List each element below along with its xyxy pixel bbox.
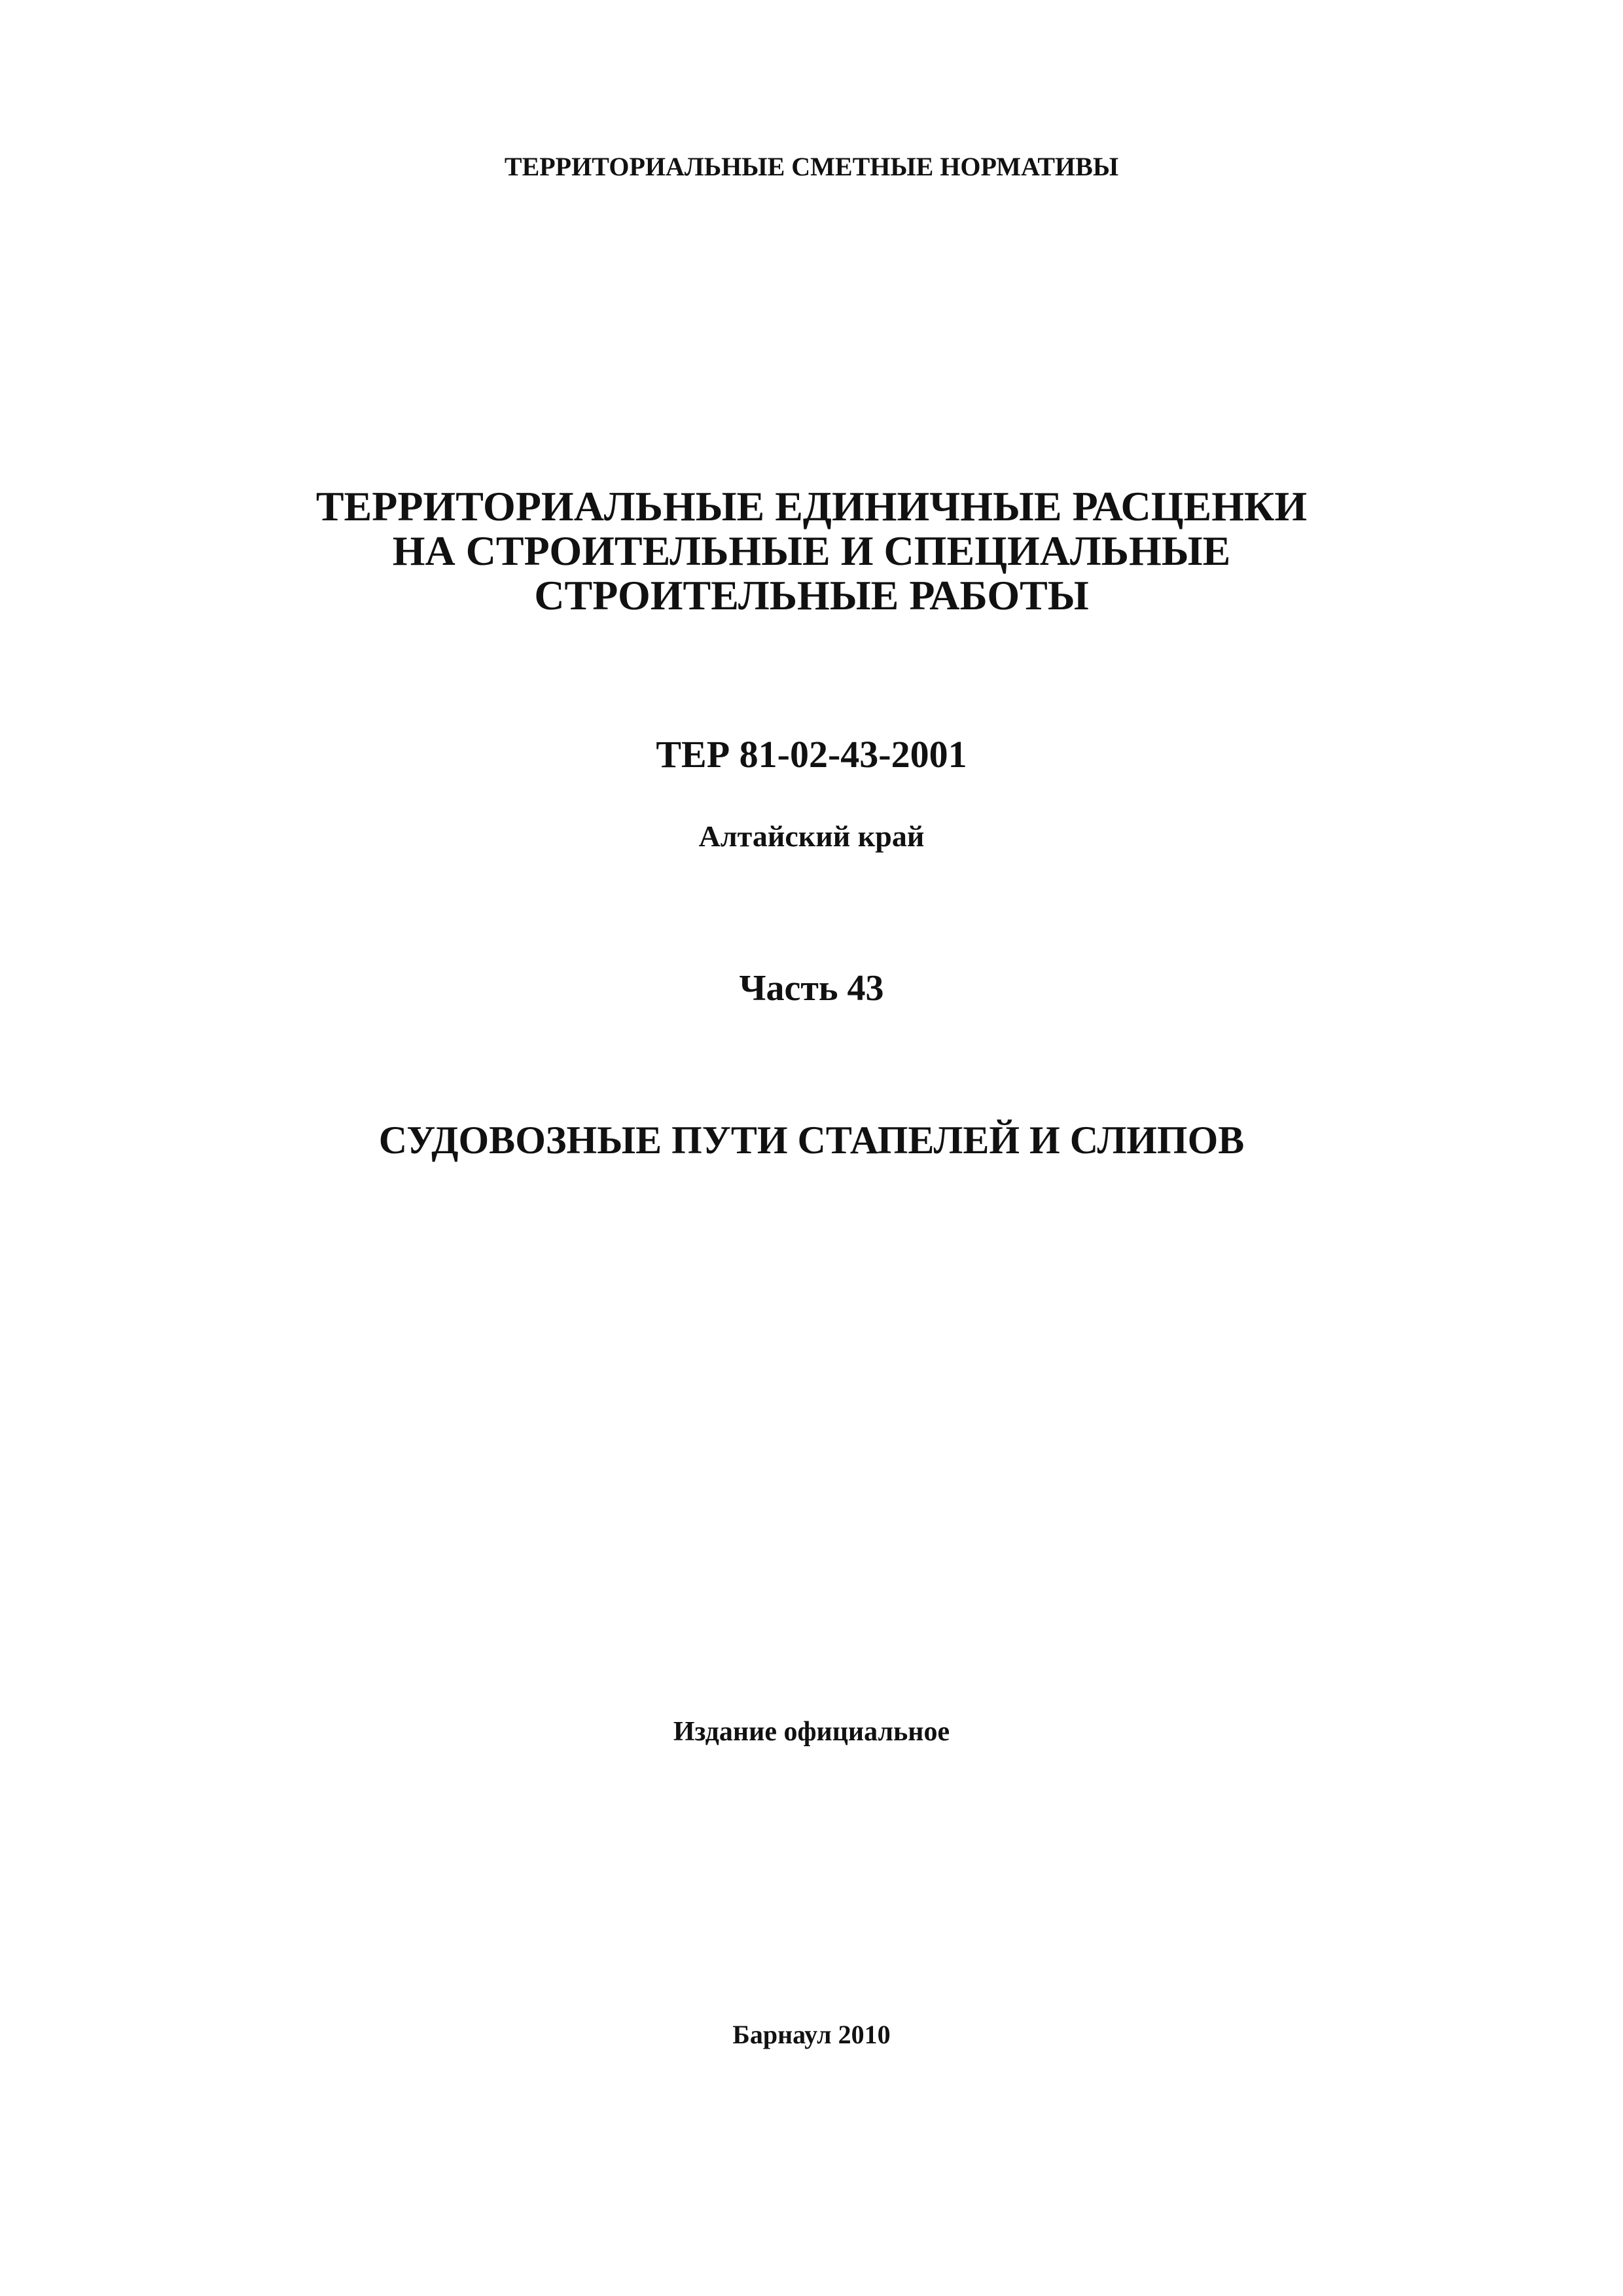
edition-note: Издание официальное: [673, 1717, 950, 1747]
main-title-line-1: ТЕРРИТОРИАЛЬНЫЕ ЕДИНИЧНЫЕ РАСЦЕНКИ: [315, 483, 1308, 529]
part-number: Часть 43: [739, 968, 884, 1009]
main-title-line-3: СТРОИТЕЛЬНЫЕ РАБОТЫ: [534, 572, 1089, 619]
publication-place-year: Барнаул 2010: [732, 2020, 891, 2049]
subject-title: СУДОВОЗНЫЕ ПУТИ СТАПЕЛЕЙ И СЛИПОВ: [378, 1119, 1245, 1162]
document-code: ТЕР 81-02-43-2001: [656, 733, 967, 776]
main-title-line-2: НА СТРОИТЕЛЬНЫЕ И СПЕЦИАЛЬНЫЕ: [392, 528, 1231, 574]
series-title: ТЕРРИТОРИАЛЬНЫЕ СМЕТНЫЕ НОРМАТИВЫ: [504, 152, 1119, 181]
main-title: [0, 484, 1623, 618]
region-name: Алтайский край: [698, 819, 925, 853]
